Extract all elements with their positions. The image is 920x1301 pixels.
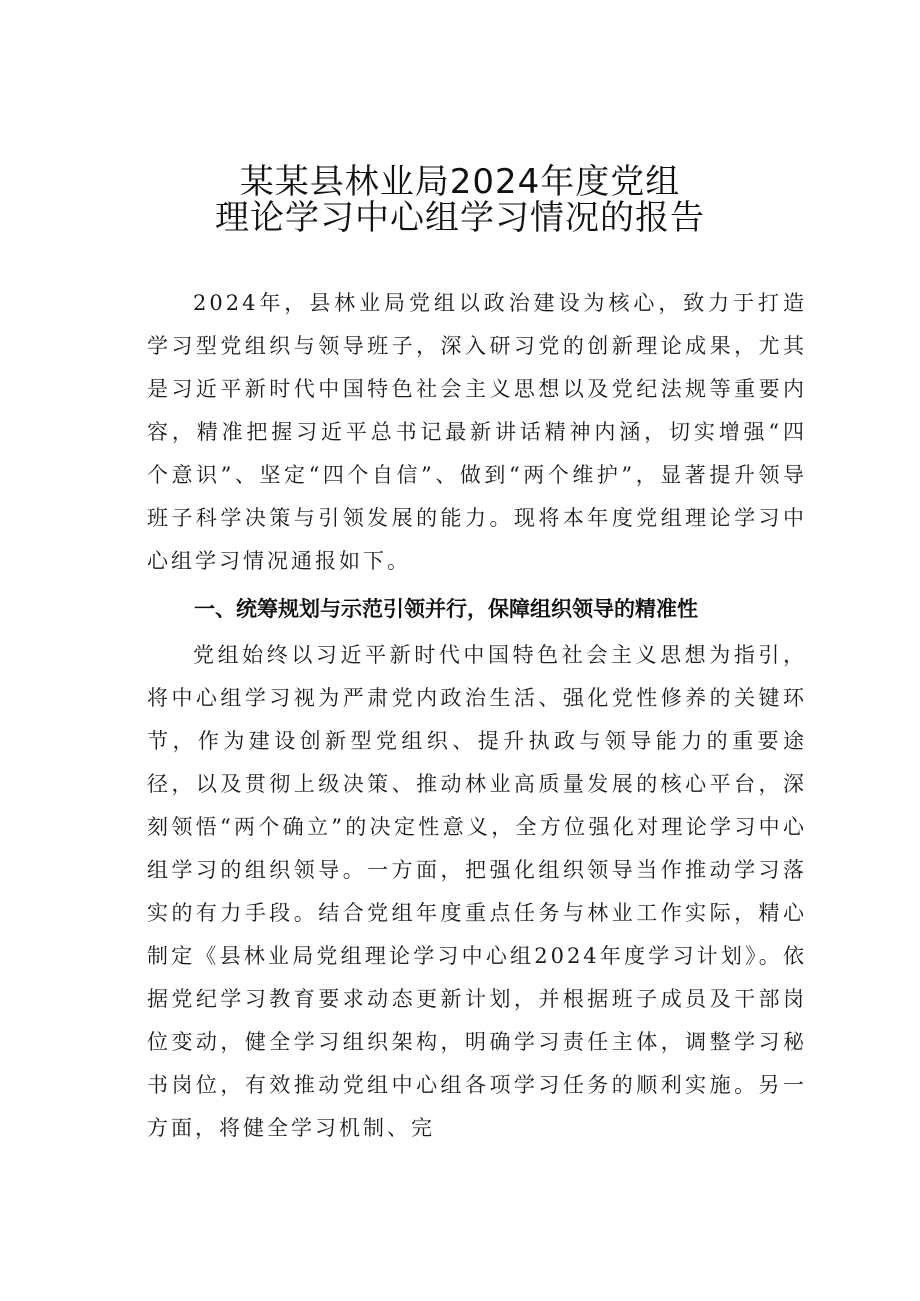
section-1-paragraph: 党组始终以习近平新时代中国特色社会主义思想为指引，将中心组学习视为严肃党内政治生活、强化党性修养的关键环节，作为建设创新型党组织、提升执政与领导能力的重要途径，以及贯彻上级决策、推动林业高质量发展的核心平台，深刻领悟“两个确立”的决定性意义，全方位强化对理论学习中心组学习的组织领导。一方面，把强化组织领导当作推动学习落实的有力手段。结合党组年度重点任务与林业工作实际，精心制定《县林业局党组理论学习中心组2024年度学习计划》。依据党纪学习教育要求动态更新计划，并根据班子成员及干部岗位变动，健全学习组织架构，明确学习责任主体，调整学习秘书岗位，有效推动党组中心组各项学习任务的顺利实施。另一方面，将健全学习机制、完 xyxy=(147,643,807,1140)
intro-paragraph: 2024年，县林业局党组以政治建设为核心，致力于打造学习型党组织与领导班子，深入研习党的创新理论成果，尤其是习近平新时代中国特色社会主义思想以及党纪法规等重要内容，精准把握习近平总书记最新讲话精神内涵，切实增强“四个意识”、坚定“四个自信”、做到“两个维护”，显著提升领导班子科学决策与引领发展的能力。现将本年度党组理论学习中心组学习情况通报如下。 xyxy=(147,291,807,573)
document-title-line-1: 某某县林业局2024年度党组 xyxy=(239,162,681,202)
section-1-heading: 一、统筹规划与示范引领并行，保障组织领导的精准性 xyxy=(194,597,698,621)
document-title-line-2: 理论学习中心组学习情况的报告 xyxy=(215,198,705,238)
